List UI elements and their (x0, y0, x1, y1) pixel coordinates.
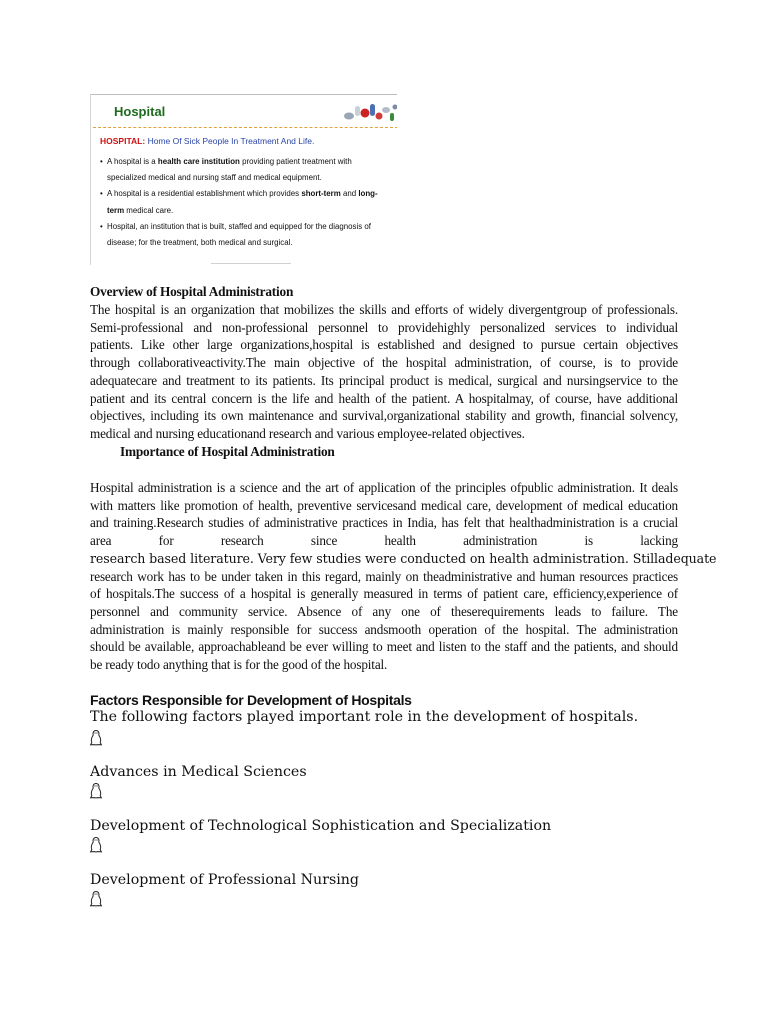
slide-bullet: • A hospital is a health care institution providing patient treatment with specialized medical and nursing staff and medical equipment. (100, 154, 392, 186)
penguin-bullet-icon (89, 729, 103, 747)
overview-heading: Overview of Hospital Administration (90, 284, 294, 299)
slide-bullet: • A hospital is a residential establishment which provides short-term and long-term medical care. (100, 186, 392, 218)
factors-heading: Factors Responsible for Development of Hospitals (90, 692, 412, 708)
penguin-bullet-icon (89, 890, 103, 908)
factor-item: Development of Professional Nursing (90, 872, 360, 888)
factor-item: Development of Technological Sophistication and Specialization (90, 818, 552, 834)
importance-paragraph: Hospital administration is a science and the art of application of the principles ofpublic administration. It deals with matters like promotion of health, preventive servicesand medical care, development of medical education and training.Research studies of administrative practices in India, has felt that healthadministration is a crucial area for research since health administration is lacking research based literature. Very few studies were conducted on health administration. Stilladequate research work has to be under taken in this regard, mainly on theadministrative and human resources practices of hospitals.The success of a hospital is generally measured in terms of patient care, efficiency,experience of personnel and community service. Absence of any one of theserequirements leads to failure. The administration is mainly responsible for success andsmooth operation of the hospital. The administration should be available, approachableand be ever willing to meet and listen to the staff and the patients, and should be ready todo anything that is for the good of the hospital. (90, 480, 717, 673)
penguin-bullet-icon (89, 836, 103, 854)
slide-title: Hospital (114, 104, 166, 119)
slide-bullet: • Hospital, an institution that is built, staffed and equipped for the diagnosis of disease; for the treatment, both medical and surgical. (100, 219, 392, 251)
overview-paragraph: The hospital is an organization that mobilizes the skills and efforts of widely divergentgroup of professionals. Semi-professional and non-professional personnel to providehighly personalized services to individual patients. Like other large organizations,hospital is established and designed to pursue certain objectives through collaborativeactivity.The main objective of the hospital administration, of course, is to provide adequatecare and treatment to its patients. Its principal product is medical, surgical and nursingservice to the patient and its central concern is the life and health of the patient. A hospitalmay, of course, have additional objectives, including its own maintenance and survival,organizational stability and growth, financial solvency, medical and nursing educationand research and various employee-related objectives. (90, 302, 678, 441)
medicine-pills-icon (343, 101, 397, 123)
hospital-slide-image (90, 94, 397, 265)
slide-bottom-rule (211, 263, 291, 264)
importance-heading: Importance of Hospital Administration (120, 444, 335, 459)
slide-divider (93, 127, 397, 128)
slide-subtitle: HOSPITAL: Home Of Sick People In Treatment And Life. (100, 136, 315, 146)
factors-intro: The following factors played important role in the development of hospitals. (90, 709, 639, 725)
slide-bullet-list (100, 154, 392, 251)
penguin-bullet-icon (89, 782, 103, 800)
factor-item: Advances in Medical Sciences (90, 764, 307, 780)
